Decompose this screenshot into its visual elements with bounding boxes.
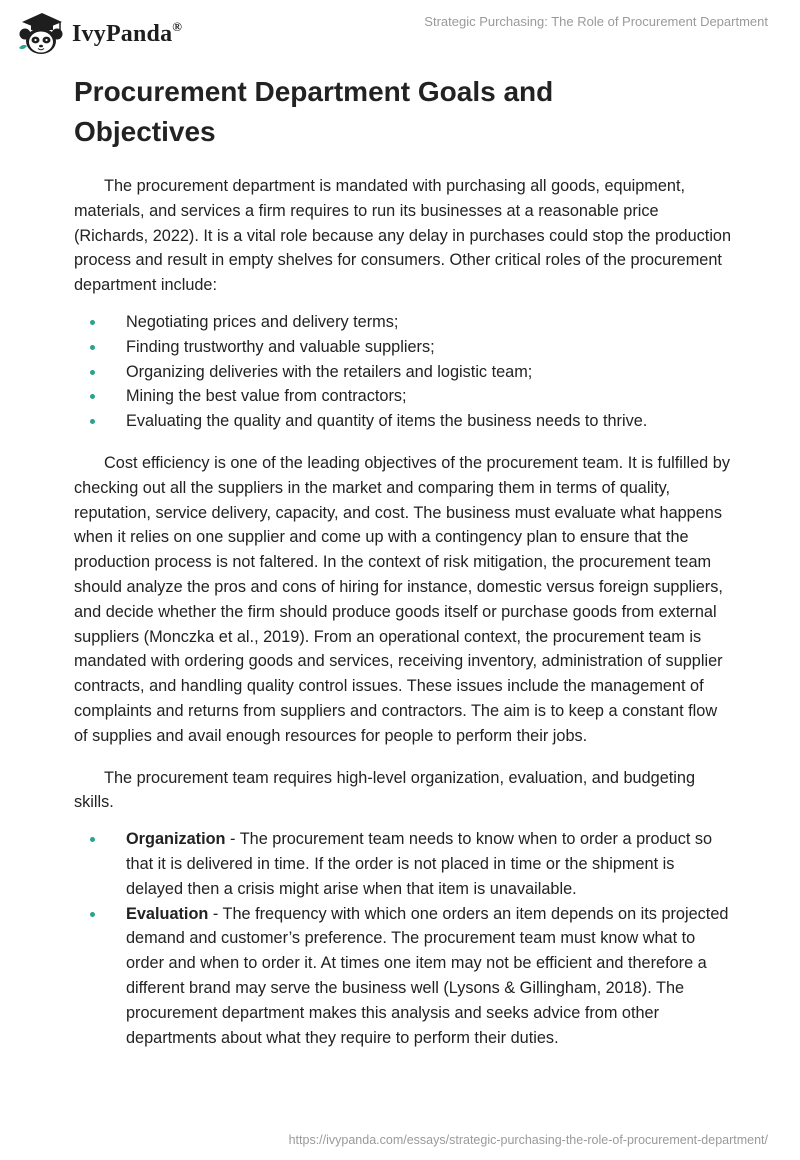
- skill-term: Organization: [126, 830, 226, 849]
- intro-paragraph: The procurement department is mandated with purchasing all goods, equipment, materials, and services a firm requires to run its businesses at a reasonable price (Richards, 2022). It is a vital role because any delay in purchases could stop the production process and result in empty shelves for consumers. Other critical roles of the procurement department include:: [74, 177, 732, 295]
- skill-term: Evaluation: [126, 904, 209, 923]
- skill-description: - The procurement team needs to know when to order a product so that it is delivered in time. If the order is not placed in time or the shipment is delayed then a crisis might arise when that item is unavailable.: [126, 830, 713, 898]
- bullet-icon: [90, 394, 95, 399]
- bullet-icon: [90, 912, 95, 917]
- article-content: [74, 72, 734, 1050]
- list-item: Finding trustworthy and valuable suppliers;: [74, 335, 734, 360]
- document-title: Strategic Purchasing: The Role of Procurement Department: [424, 14, 768, 29]
- cost-efficiency-paragraph: Cost efficiency is one of the leading objectives of the procurement team. It is fulfilled by checking out all the suppliers in the market and comparing them in terms of quality, reputation, service delivery, capacity, and cost. The business must evaluate what happens when it relies on one supplier and come up with a contingency plan to ensure that the production process is not faltered. In the context of risk mitigation, the procurement team should analyze the pros and cons of hiring for instance, domestic versus foreign suppliers, and decide whether the firm should produce goods itself or purchase goods from external suppliers (Monczka et al., 2019). From an operational context, the procurement team is mandated with ordering goods and services, receiving inventory, administration of supplier contracts, and handling quality control issues. These issues include the management of complaints and returns from suppliers and contractors. The aim is to keep a constant flow of supplies and avail enough resources for people to perform their jobs.: [74, 453, 730, 745]
- list-item: Negotiating prices and delivery terms;: [74, 310, 734, 335]
- skill-description: - The frequency with which one orders an item depends on its projected demand and customer’s preference. The procurement team must know what to order and when to order it. At times one item may not be efficient and therefore a different brand may serve the business well (Lysons & Gillingham, 2018). The procurement department makes this analysis and seeks advice from other departments about what they require to perform their duties.: [126, 904, 729, 1047]
- section-heading-line1: Procurement Department Goals and: [74, 76, 554, 107]
- list-item: Organizing deliveries with the retailers and logistic team;: [74, 360, 734, 385]
- skills-intro-paragraph: The procurement team requires high-level organization, evaluation, and budgeting skills.: [74, 768, 696, 812]
- list-item: Mining the best value from contractors;: [74, 384, 734, 409]
- bullet-icon: [90, 837, 95, 842]
- section-heading: [74, 72, 734, 152]
- ivypanda-logo[interactable]: [16, 10, 182, 56]
- bullet-icon: [90, 370, 95, 375]
- bullet-icon: [90, 320, 95, 325]
- list-item: [74, 902, 734, 1051]
- source-url[interactable]: https://ivypanda.com/essays/strategic-purchasing-the-role-of-procurement-department/: [288, 1133, 768, 1147]
- bullet-icon: [90, 419, 95, 424]
- list-item: [74, 827, 734, 901]
- panda-graduation-cap-icon: [16, 10, 66, 56]
- logo-wordmark: IvyPanda®: [72, 18, 183, 47]
- roles-list: [74, 310, 734, 434]
- section-heading-line2: Objectives: [74, 116, 216, 147]
- skills-list: [74, 827, 734, 1050]
- page-header: [0, 0, 800, 60]
- bullet-icon: [90, 345, 95, 350]
- list-item: Evaluating the quality and quantity of items the business needs to thrive.: [74, 409, 734, 434]
